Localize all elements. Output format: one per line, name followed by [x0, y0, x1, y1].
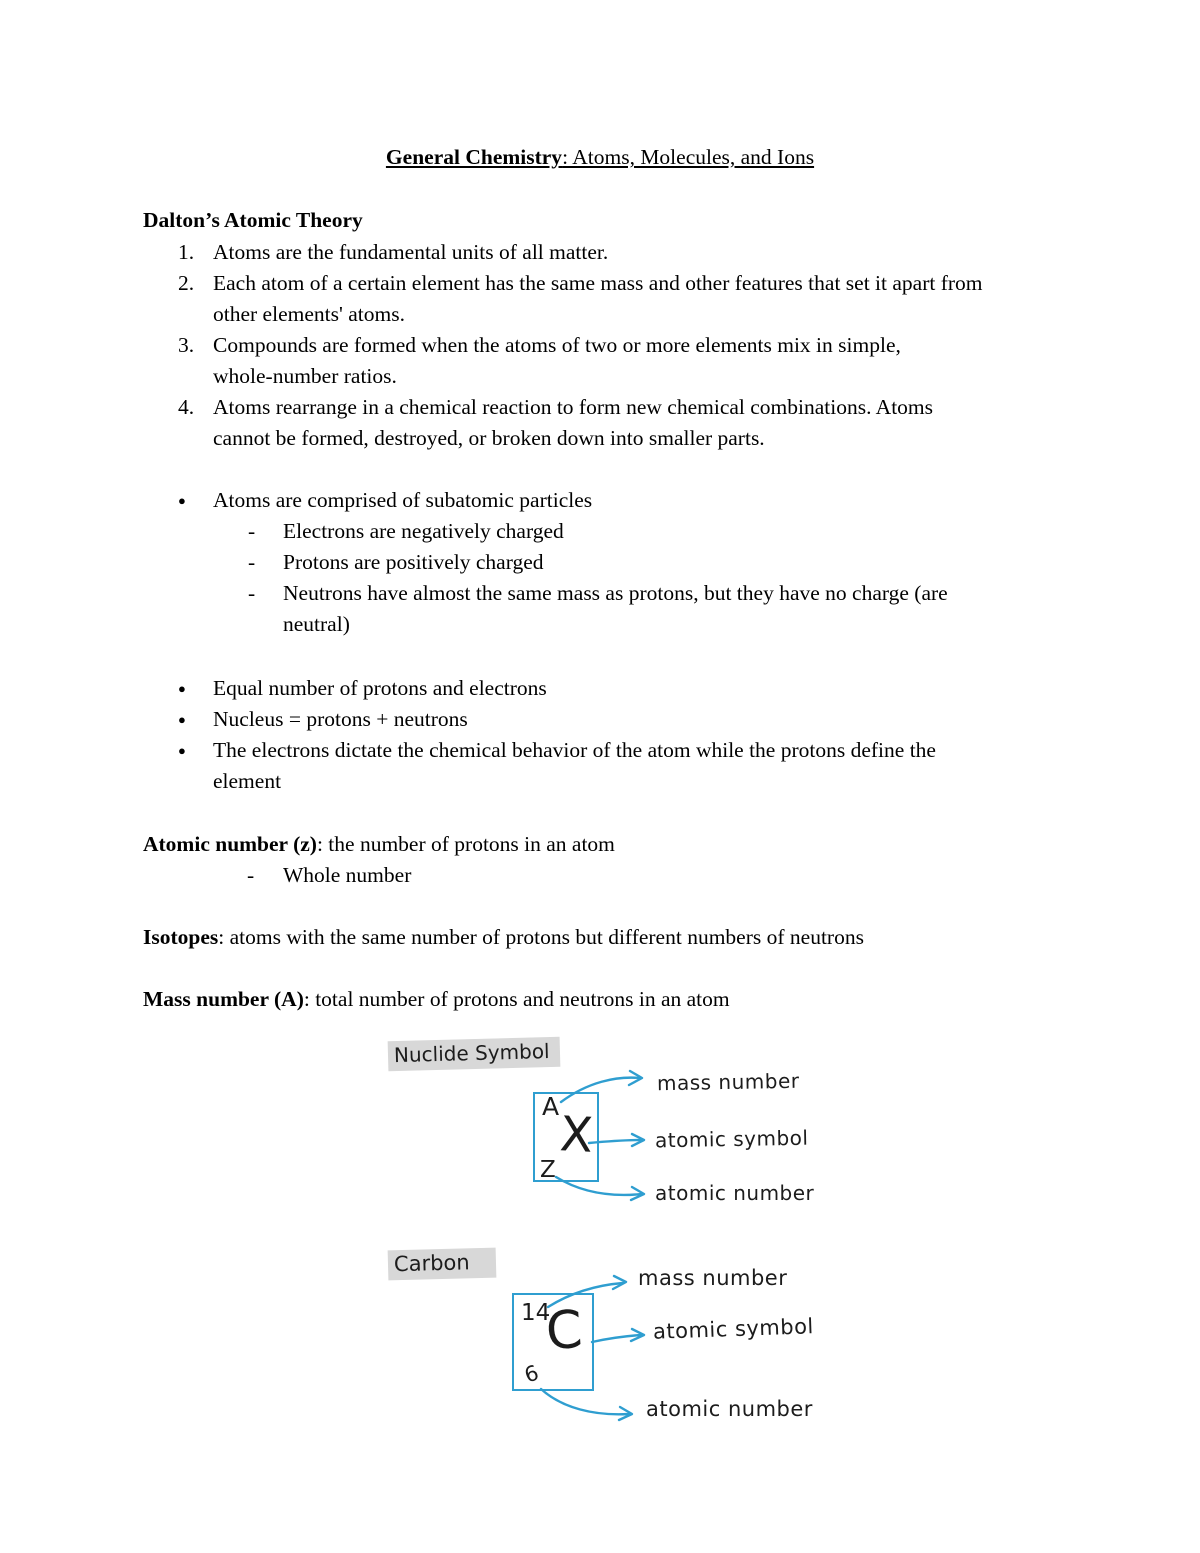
bullet-icon: ●: [178, 712, 186, 727]
dalton-numbered-list: [178, 237, 1078, 454]
atomic-number-value: 6: [521, 1360, 542, 1388]
atomic-symbol-arrowhead: [632, 1134, 644, 1146]
definition-term: Isotopes: [143, 925, 219, 949]
carbon-example-diagram: [380, 1245, 850, 1440]
atomic-number-label: atomic number: [646, 1397, 813, 1421]
text-line: whole-number ratios.: [213, 364, 397, 388]
text-line: neutral): [283, 612, 350, 636]
definition-text: : total number of protons and neutrons in an atom: [303, 987, 730, 1011]
atomic-number-arrow: [541, 1389, 629, 1414]
dash-icon: -: [247, 863, 255, 887]
atomic-symbol-letter: X: [558, 1106, 595, 1164]
definition-term: Atomic number (z): [143, 832, 317, 856]
list-item-text: [213, 735, 936, 797]
list-number: 1.: [178, 240, 195, 264]
bullet-icon: ●: [178, 681, 186, 696]
list-item: [178, 237, 1078, 268]
list-item-text: [213, 330, 901, 392]
list-number: 3.: [178, 333, 195, 357]
definition-atomic-number: [143, 829, 615, 860]
carbon-diagram-heading: Carbon: [388, 1248, 496, 1281]
page-title-bold: General Chemistry: [385, 145, 563, 169]
list-item-text: [283, 516, 564, 547]
list-item: [248, 578, 1078, 640]
mass-number-label: mass number: [638, 1266, 788, 1290]
text-line: Whole number: [283, 863, 412, 887]
nuclide-symbol-diagram: [380, 1035, 840, 1220]
list-item-text: [213, 237, 608, 268]
subatomic-bullet-list: [178, 485, 1078, 640]
list-item-text: [283, 547, 544, 578]
text-line: Each atom of a certain element has the same mass and other features that set it apart from: [213, 271, 983, 295]
text-line: Equal number of protons and electrons: [213, 676, 547, 700]
atomic-number-arrowhead: [631, 1187, 644, 1200]
text-line: element: [213, 769, 282, 793]
text-line: The electrons dictate the chemical behavior of the atom while the protons define the: [213, 738, 936, 762]
list-item-text: [213, 268, 983, 330]
atom-facts-bullet-list: [178, 673, 1078, 797]
list-item: [178, 735, 1078, 797]
mass-number-arrowhead: [613, 1276, 626, 1289]
list-item: [248, 516, 1078, 547]
list-item: [178, 392, 1078, 454]
definition-isotopes: [143, 922, 864, 953]
list-item: [178, 485, 1078, 516]
mass-number-label: mass number: [656, 1068, 800, 1096]
list-item-text: [213, 392, 933, 454]
text-line: other elements' atoms.: [213, 302, 405, 326]
atomic-symbol-letter: C: [543, 1299, 585, 1363]
atomic-symbol-arrowhead: [631, 1329, 644, 1341]
text-line: Protons are positively charged: [283, 550, 544, 574]
list-item: [248, 547, 1078, 578]
mass-number-value: 14: [521, 1300, 551, 1326]
text-line: cannot be formed, destroyed, or broken down into smaller parts.: [213, 426, 765, 450]
list-item: [178, 268, 1078, 330]
dash-icon: -: [248, 581, 256, 605]
definition-sub-item: [247, 860, 411, 891]
dash-icon: -: [248, 519, 256, 543]
atomic-number-label: atomic number: [655, 1181, 815, 1205]
text-line: Electrons are negatively charged: [283, 519, 564, 543]
atomic-symbol-label: atomic symbol: [654, 1125, 809, 1153]
page-title: [0, 142, 1200, 173]
text-line: Atoms are comprised of subatomic particles: [213, 488, 593, 512]
list-item-text: [213, 485, 592, 516]
atomic-number-arrowhead: [619, 1407, 632, 1420]
dash-icon: -: [248, 550, 256, 574]
text-line: Atoms are the fundamental units of all matter.: [213, 240, 609, 264]
nuclide-diagram-heading: Nuclide Symbol: [388, 1037, 560, 1071]
mass-number-arrowhead: [629, 1071, 642, 1085]
section-heading-dalton: Dalton’s Atomic Theory: [143, 208, 363, 232]
bullet-icon: ●: [178, 493, 186, 508]
definition-term: Mass number (A): [143, 987, 304, 1011]
mass-number-letter: A: [542, 1092, 560, 1121]
list-item-text: [213, 673, 547, 704]
bullet-icon: ●: [178, 743, 186, 758]
list-number: 4.: [178, 395, 195, 419]
definition-mass-number: [143, 984, 730, 1015]
list-item-text: [213, 704, 468, 735]
atomic-number-letter: Z: [540, 1157, 556, 1183]
list-number: 2.: [178, 271, 195, 295]
text-line: Nucleus = protons + neutrons: [213, 707, 468, 731]
definition-text: : atoms with the same number of protons but different numbers of neutrons: [218, 925, 864, 949]
list-item-text: [283, 578, 948, 640]
definition-text: : the number of protons in an atom: [316, 832, 615, 856]
text-line: Atoms rearrange in a chemical reaction to form new chemical combinations. Atoms: [213, 395, 934, 419]
page-title-rest: : Atoms, Molecules, and Ions: [562, 145, 815, 169]
atomic-symbol-label: atomic symbol: [652, 1314, 815, 1344]
list-item: [178, 673, 1078, 704]
text-line: Neutrons have almost the same mass as protons, but they have no charge (are: [283, 581, 948, 605]
list-item: [178, 330, 1078, 392]
list-item: [178, 704, 1078, 735]
text-line: Compounds are formed when the atoms of two or more elements mix in simple,: [213, 333, 901, 357]
atomic-symbol-arrow: [592, 1335, 641, 1342]
